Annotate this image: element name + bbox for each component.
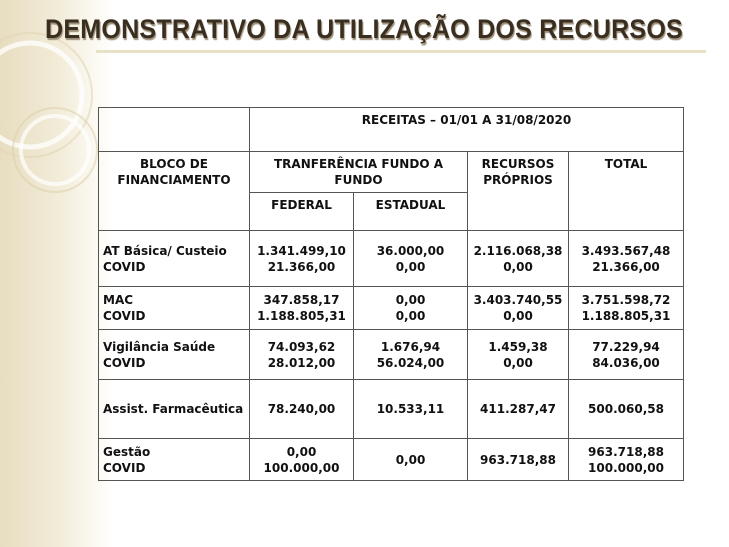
row-label-line: COVID — [103, 355, 146, 370]
value: 84.036,00 — [592, 355, 660, 370]
estadual-cell — [354, 231, 468, 287]
value: 1.188.805,31 — [581, 309, 671, 323]
value: 0,00 — [503, 309, 533, 323]
header-row-receitas — [99, 108, 684, 152]
federal-cell — [250, 330, 354, 380]
row-label-line: Assist. Farmacêutica — [103, 402, 244, 416]
federal-cell — [250, 287, 354, 330]
recursos-proprios-cell — [468, 330, 569, 380]
estadual-cell — [354, 439, 468, 481]
transferencia-header: TRANFERÊNCIA FUNDO A FUNDO — [250, 152, 468, 193]
value: 1.676,94 — [380, 339, 441, 354]
value: 28.012,00 — [267, 355, 336, 370]
row-label — [99, 330, 250, 380]
value: 74.093,62 — [267, 339, 336, 354]
value: 347.858,17 — [263, 293, 340, 307]
total-cell — [569, 231, 684, 287]
total-cell — [569, 439, 684, 481]
bloco-header: BLOCO DE FINANCIAMENTO — [99, 152, 250, 231]
value: 2.116.068,38 — [473, 243, 563, 258]
value: 963.718,88 — [480, 452, 556, 467]
row-label-line: Gestão — [103, 444, 151, 459]
estadual-cell — [354, 287, 468, 330]
value: 0,00 — [503, 355, 533, 370]
value: 963.718,88 — [588, 444, 664, 459]
page-title-text: DEMONSTRATIVO DA UTILIZAÇÃO DOS RECURSOS — [45, 14, 684, 44]
value: 36.000,00 — [376, 243, 445, 258]
value: 1.341.499,10 — [257, 243, 346, 258]
estadual-cell — [354, 330, 468, 380]
row-label-line: COVID — [103, 309, 146, 323]
financing-table — [98, 107, 684, 481]
value: 3.493.567,48 — [581, 243, 671, 258]
table-row — [99, 439, 684, 481]
table-row — [99, 287, 684, 330]
recursos-proprios-cell — [468, 287, 569, 330]
total-header: TOTAL — [569, 152, 684, 231]
recursos-proprios-cell — [468, 380, 569, 439]
row-label-line: Vigilância Saúde — [103, 339, 216, 354]
value: 0,00 — [503, 259, 533, 274]
row-label — [99, 231, 250, 287]
value: 0,00 — [286, 444, 317, 459]
total-cell — [569, 330, 684, 380]
value: 0,00 — [395, 259, 426, 274]
row-label — [99, 380, 250, 439]
value: 500.060,58 — [588, 402, 664, 416]
title-underline — [96, 50, 706, 53]
row-label-line: MAC — [103, 293, 134, 307]
row-label-line: AT Básica/ Custeio — [103, 243, 227, 258]
total-cell — [569, 380, 684, 439]
empty-corner-cell — [99, 108, 250, 152]
federal-header: FEDERAL — [250, 193, 354, 231]
value: 21.366,00 — [592, 259, 660, 274]
value: 1.459,38 — [488, 339, 548, 354]
value: 56.024,00 — [376, 355, 445, 370]
recursos-proprios-cell — [468, 439, 569, 481]
recursos-proprios-cell — [468, 231, 569, 287]
value: 100.000,00 — [263, 460, 340, 475]
table-row — [99, 330, 684, 380]
table-row — [99, 231, 684, 287]
value: 21.366,00 — [267, 259, 336, 274]
row-label — [99, 439, 250, 481]
row-label-line: COVID — [103, 259, 146, 274]
value: 3.403.740,55 — [473, 293, 563, 307]
value: 78.240,00 — [267, 402, 336, 416]
value: 0,00 — [395, 293, 426, 307]
value: 10.533,11 — [376, 402, 445, 416]
estadual-cell — [354, 380, 468, 439]
recursos-proprios-header: RECURSOS PRÓPRIOS — [468, 152, 569, 231]
estadual-header: ESTADUAL — [354, 193, 468, 231]
federal-cell — [250, 231, 354, 287]
value: 3.751.598,72 — [581, 293, 671, 307]
receitas-period-header: RECEITAS – 01/01 A 31/08/2020 — [250, 108, 684, 152]
federal-cell — [250, 439, 354, 481]
header-row-groups — [99, 152, 684, 193]
value: 77.229,94 — [592, 339, 660, 354]
table-row — [99, 380, 684, 439]
value: 100.000,00 — [588, 460, 664, 475]
value: 411.287,47 — [480, 402, 556, 416]
total-cell — [569, 287, 684, 330]
row-label — [99, 287, 250, 330]
federal-cell — [250, 380, 354, 439]
row-label-line: COVID — [103, 460, 146, 475]
value: 0,00 — [395, 452, 426, 467]
value: 1.188.805,31 — [257, 309, 346, 323]
value: 0,00 — [395, 309, 426, 323]
